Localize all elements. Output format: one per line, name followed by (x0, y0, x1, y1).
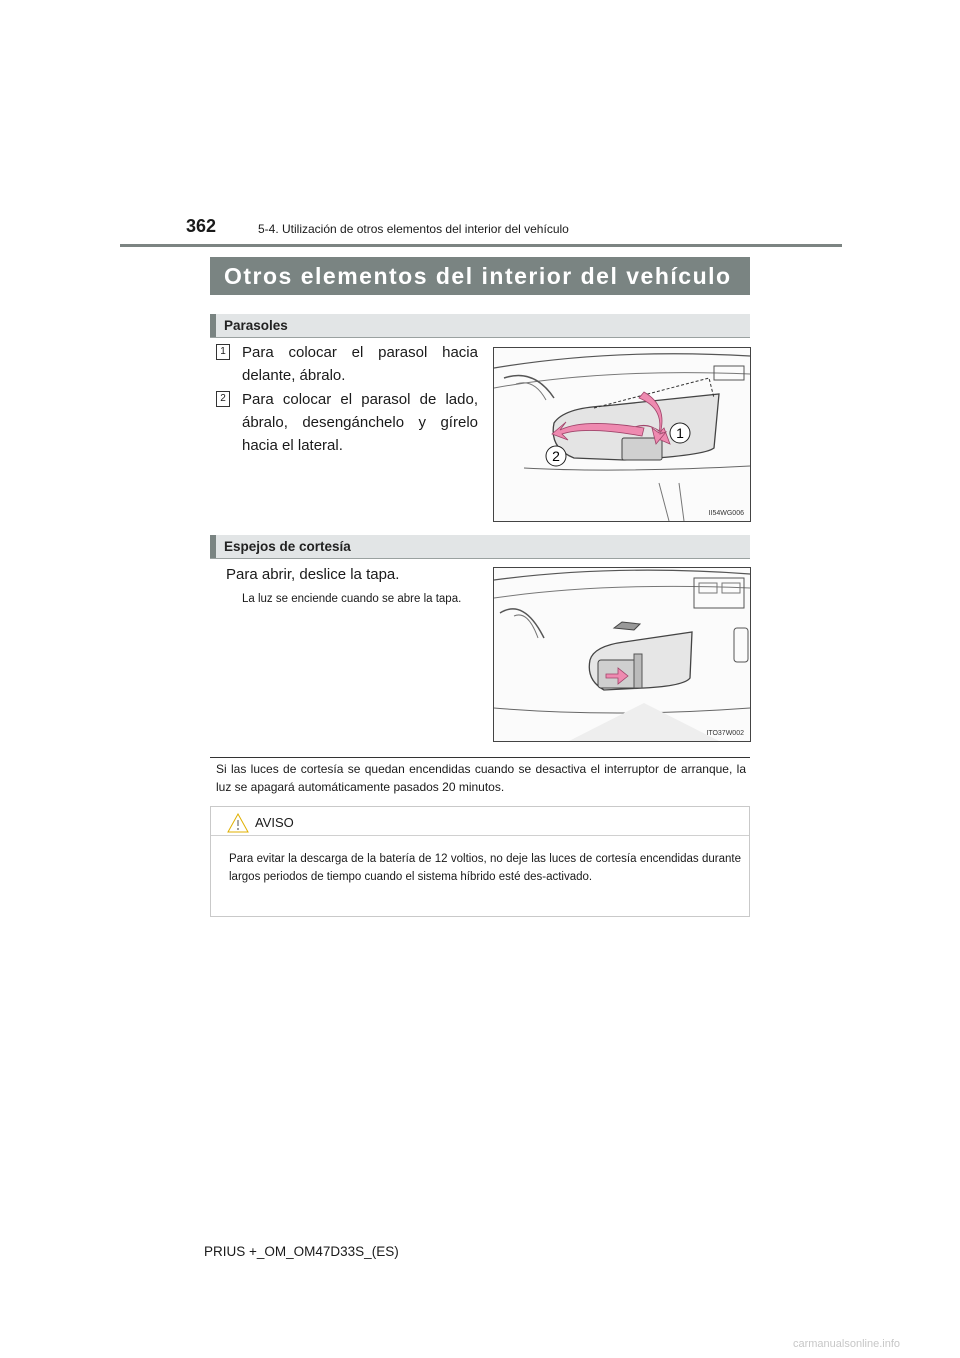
footer-model-code: PRIUS +_OM_OM47D33S_(ES) (204, 1244, 399, 1259)
sun-visor-illustration (494, 348, 750, 521)
step-number-2: 2 (216, 391, 230, 407)
figure-code: II54WG006 (708, 510, 744, 517)
step-text-1: Para colocar el parasol hacia delante, ábralo. (242, 344, 478, 384)
vanity-mirror-illustration (494, 568, 750, 741)
figure-callout-2: 2 (552, 448, 560, 464)
note-text: Si las luces de cortesía se quedan encendidas cuando se desactiva el interruptor de arranque, la luz se apagará automáticamente pasados 20 minutos. (216, 762, 746, 794)
aviso-box (210, 806, 750, 917)
espejos-instruction: Para abrir, deslice la tapa. (226, 566, 400, 583)
section-heading-espejos (210, 535, 750, 559)
header-rule (120, 244, 842, 247)
page-number: 362 (186, 216, 217, 236)
watermark: carmanualsonline.info (792, 1338, 900, 1350)
section-heading-parasoles (210, 314, 750, 338)
page-title: Otros elementos del interior del vehículo (210, 257, 750, 295)
aviso-body: Para evitar la descarga de la batería de 12 voltios, no deje las luces de cortesía encendidas durante largos periodos de tiempo cuando el sistema híbrido esté des-activado. (229, 853, 741, 883)
figure-code: ITO37W002 (706, 730, 744, 737)
step-text-2: Para colocar el parasol de lado, ábralo, desengánchelo y gírelo hacia el lateral. (242, 391, 478, 454)
aviso-divider (211, 835, 749, 836)
aviso-title: AVISO (255, 815, 294, 830)
section-heading-label: Parasoles (224, 318, 288, 333)
figure-callout-1: 1 (676, 425, 684, 441)
warning-triangle-icon (227, 813, 249, 833)
espejos-detail: La luz se enciende cuando se abre la tapa. (242, 593, 462, 605)
step-number-1: 1 (216, 344, 230, 360)
section-heading-label: Espejos de cortesía (224, 539, 351, 554)
note-rule (210, 757, 750, 758)
section-header: 5-4. Utilización de otros elementos del interior del vehículo (258, 222, 569, 236)
vanity-mirror-figure (493, 567, 751, 742)
sun-visor-figure (493, 347, 751, 522)
